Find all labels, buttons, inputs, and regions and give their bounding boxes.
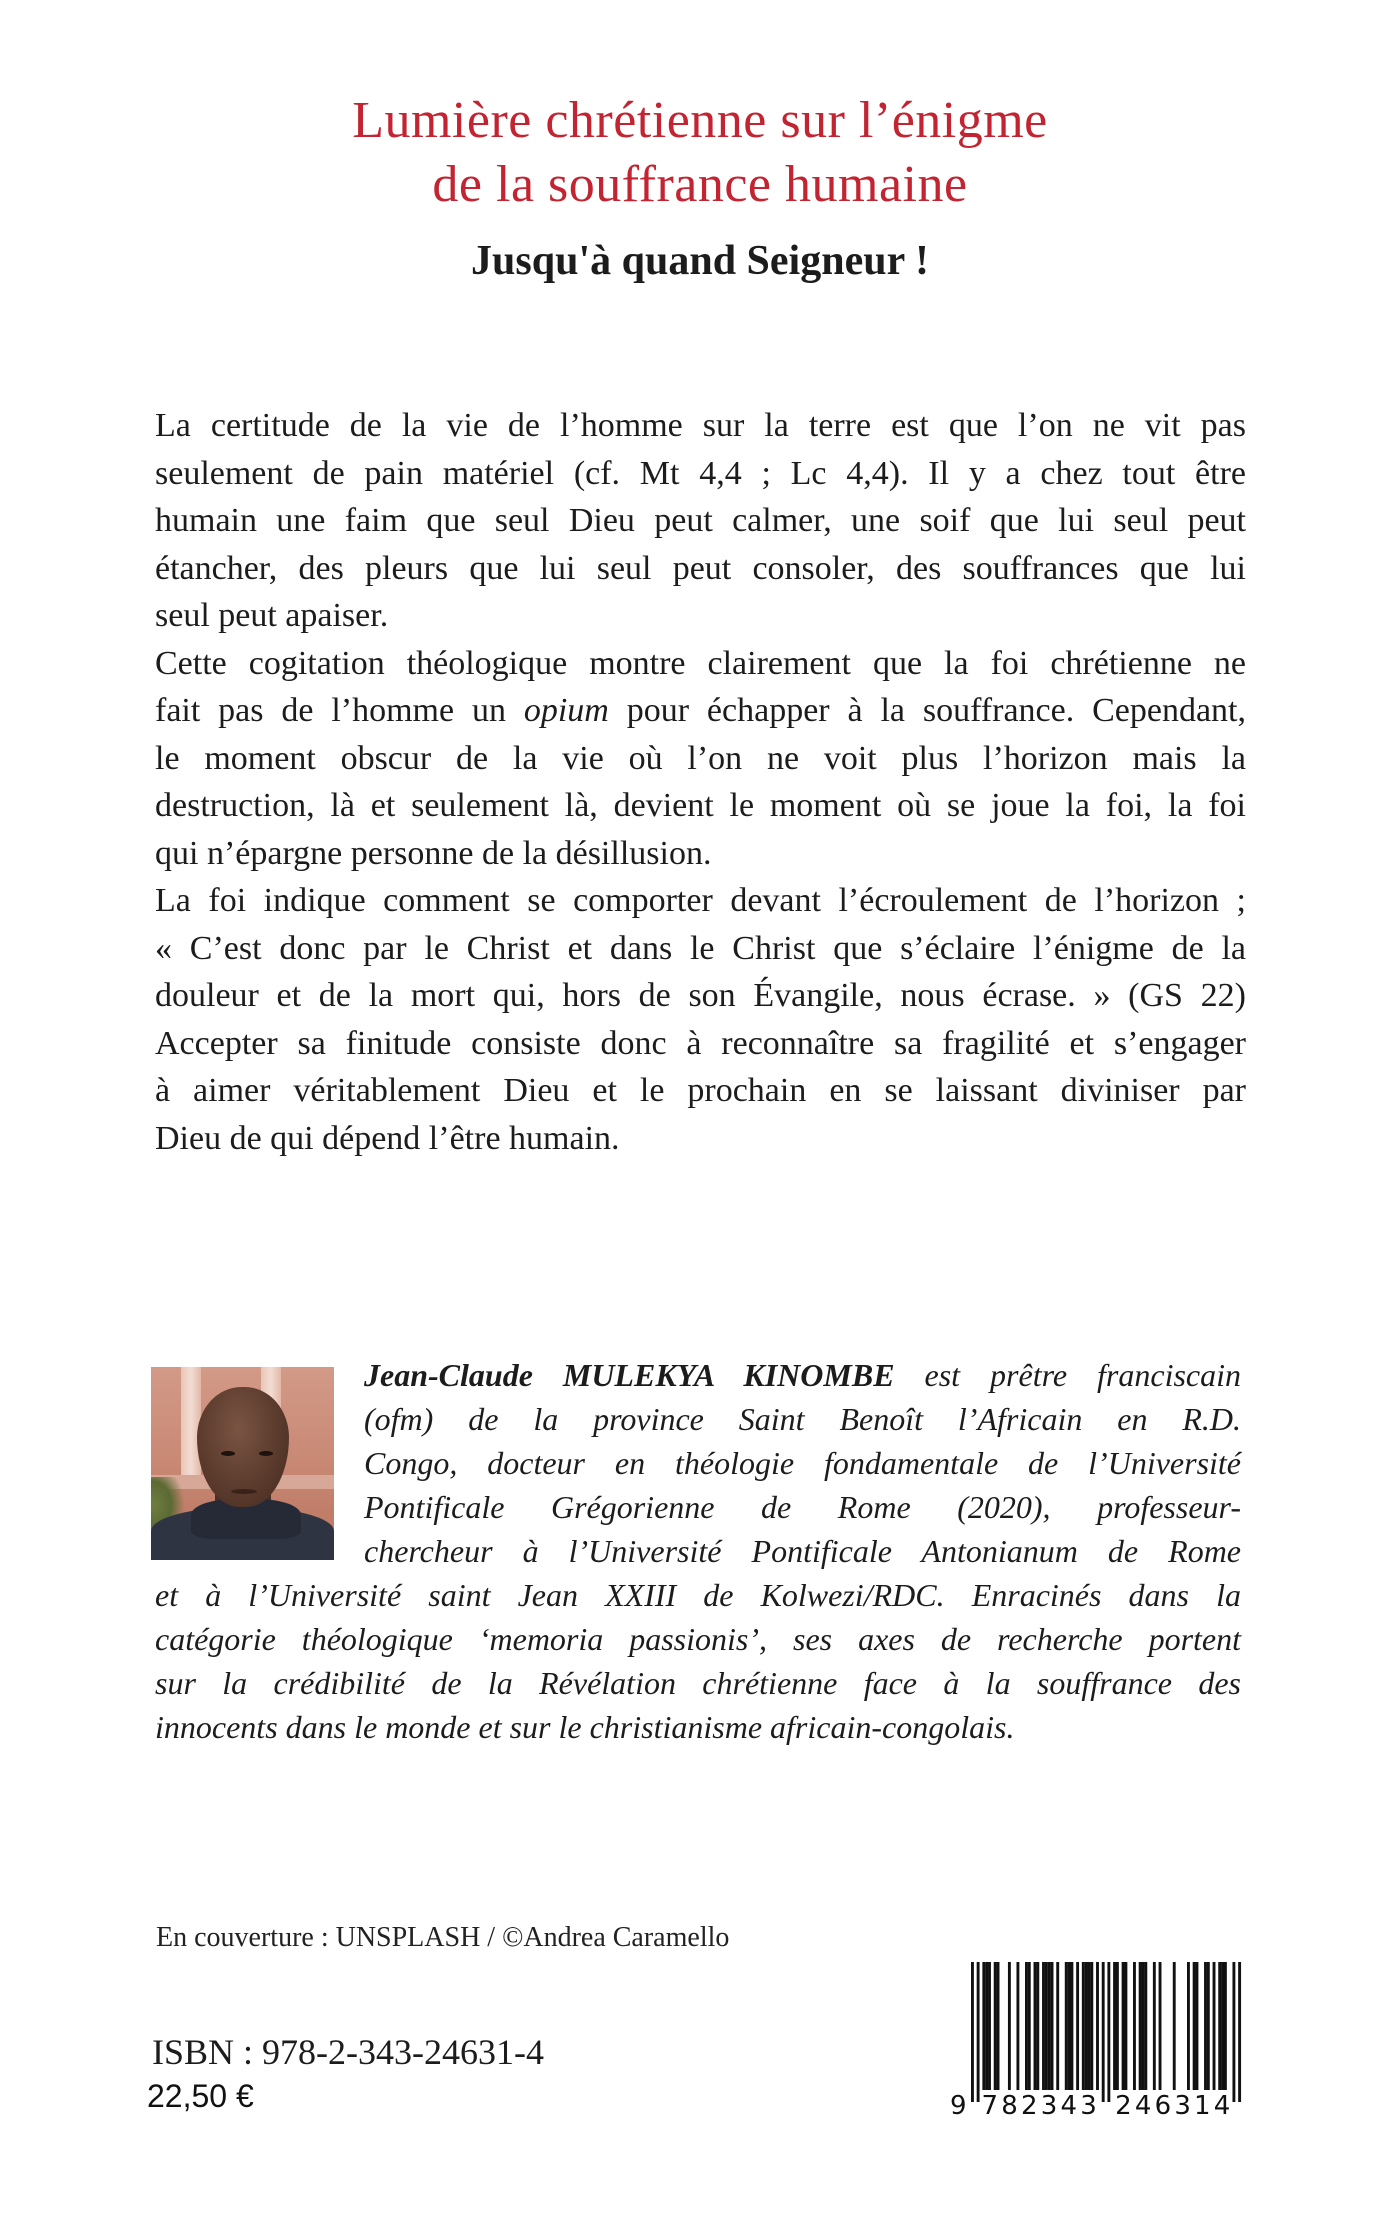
summary-line: « C’est donc par le Christ et dans le Christ que s’éclaire l’énigme de la <box>155 929 1246 967</box>
summary-line: le moment obscur de la vie où l’on ne voit plus l’horizon mais la <box>155 739 1246 777</box>
book-title-line-1: Lumière chrétienne sur l’énigme <box>352 92 1048 149</box>
barcode-icon <box>945 1955 1255 2125</box>
cover-credit: En couverture : UNSPLASH / ©Andrea Caramello <box>156 1922 730 1953</box>
eye <box>259 1451 273 1456</box>
bio-line: (ofm) de la province Saint Benoît l’Africain en R.D. <box>364 1401 1241 1437</box>
summary-line: Dieu de qui dépend l’être humain. <box>155 1119 620 1157</box>
bio-line: Congo, docteur en théologie fondamentale de l’Université <box>364 1445 1241 1481</box>
bio-line: Jean-Claude MULEKYA KINOMBE est prêtre franciscain <box>364 1357 1242 1393</box>
summary-line: La foi indique comment se comporter devant l’écroulement de l’horizon ; <box>155 882 1246 919</box>
summary-line: Accepter sa finitude consiste donc à reconnaître sa fragilité et s’engager <box>155 1024 1246 1062</box>
summary-line: fait pas de l’homme un opium pour échapper à la souffrance. Cependant, <box>155 692 1246 729</box>
book-title-line-2: de la souffrance humaine <box>432 156 968 213</box>
eye <box>221 1451 235 1456</box>
summary-line: seul peut apaiser. <box>155 597 389 634</box>
summary-line: à aimer véritablement Dieu et le prochain en se laissant diviniser par <box>155 1072 1246 1109</box>
bio-line: Pontificale Grégorienne de Rome (2020), professeur- <box>364 1489 1241 1525</box>
svg-text:9: 9 <box>950 2091 970 2121</box>
summary-line: Cette cogitation théologique montre clairement que la foi chrétienne ne <box>155 644 1246 682</box>
isbn: ISBN : 978-2-343-24631-4 <box>152 2032 544 2072</box>
summary-line: destruction, là et seulement là, devient le moment où se joue la foi, la foi <box>155 787 1246 824</box>
bio-line: chercheur à l’Université Pontificale Antonianum de Rome <box>364 1533 1241 1569</box>
emphasis: opium <box>523 692 609 729</box>
price: 22,50 € <box>147 2078 254 2114</box>
author-name: Jean-Claude MULEKYA KINOMBE <box>364 1357 895 1393</box>
summary-line: seulement de pain matériel (cf. Mt 4,4 ; Lc 4,4). Il y a chez tout être <box>155 454 1246 492</box>
summary-line: étancher, des pleurs que lui seul peut consoler, des souffrances que lui <box>155 549 1246 587</box>
book-subtitle: Jusqu'à quand Seigneur ! <box>471 238 929 284</box>
summary-line: humain une faim que seul Dieu peut calmer, une soif que lui seul peut <box>155 502 1246 539</box>
back-cover-summary <box>155 402 1246 1162</box>
author-photo <box>151 1367 334 1560</box>
summary-line: La certitude de la vie de l’homme sur la terre est que l’on ne vit pas <box>155 407 1246 444</box>
bio-line: sur la crédibilité de la Révélation chrétienne face à la souffrance des <box>155 1665 1241 1701</box>
svg-text:782343: 782343 <box>981 2091 1100 2121</box>
bio-line: catégorie théologique ‘memoria passionis’, ses axes de recherche portent <box>155 1621 1241 1657</box>
bio-line: et à l’Université saint Jean XXIII de Kolwezi/RDC. Enracinés dans la <box>155 1577 1241 1613</box>
summary-line: douleur et de la mort qui, hors de son Évangile, nous écrase. » (GS 22) <box>155 977 1246 1014</box>
mouth <box>231 1489 257 1494</box>
svg-text:246314: 246314 <box>1115 2091 1234 2121</box>
bio-line: innocents dans le monde et sur le christianisme africain-congolais. <box>155 1709 1015 1745</box>
summary-line: qui n’épargne personne de la désillusion. <box>155 834 712 872</box>
